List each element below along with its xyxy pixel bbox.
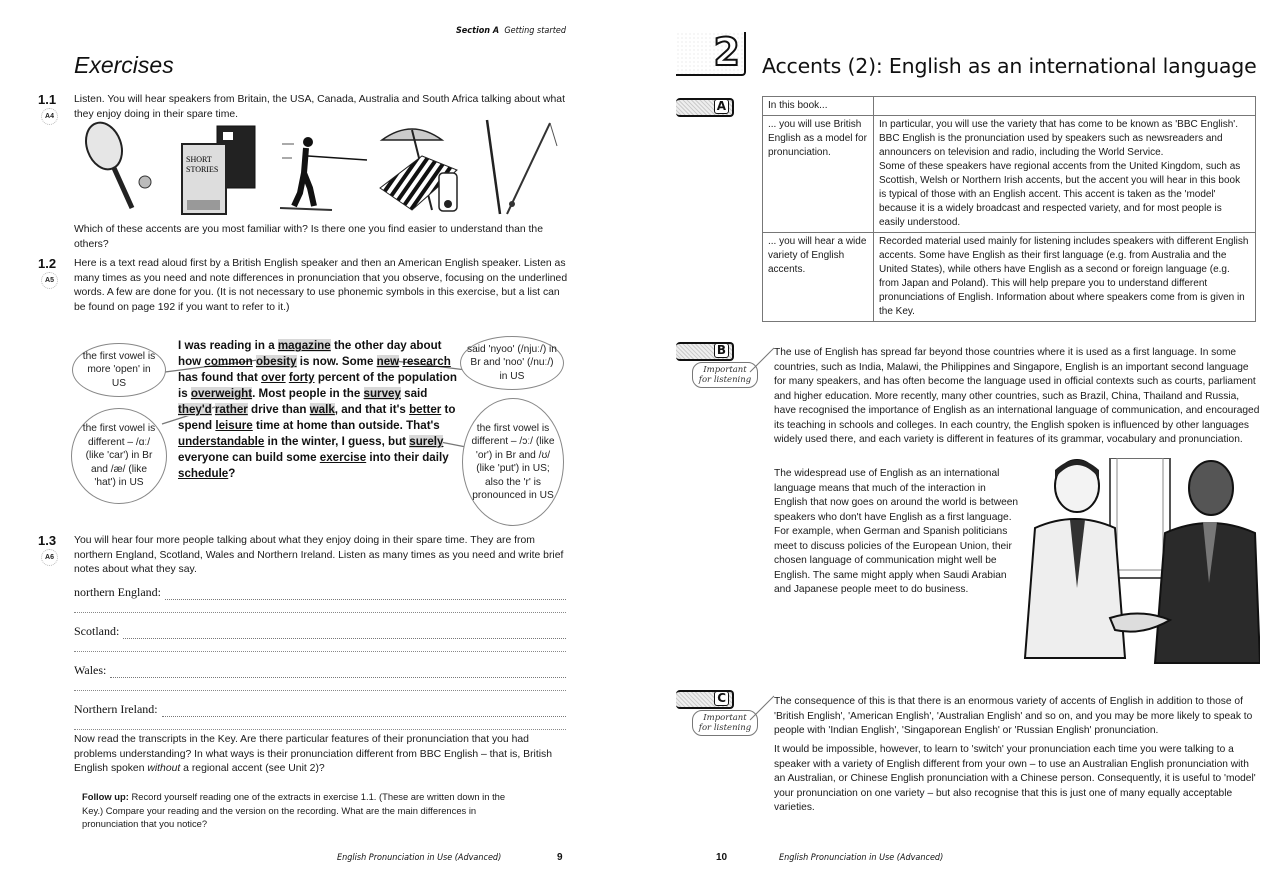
annotation-bubble-new xyxy=(460,336,564,390)
passage-text: drive than xyxy=(247,403,310,416)
underlined-word: common xyxy=(204,355,253,368)
notes-field-northern-ireland[interactable] xyxy=(74,701,566,717)
table-header-cell xyxy=(874,97,1256,116)
reading-passage xyxy=(178,338,463,482)
passage-text: said xyxy=(400,387,428,400)
highlighted-word: magazine xyxy=(277,339,331,352)
page-number: 9 xyxy=(557,852,563,863)
exercise-number-1-1: 1.1 xyxy=(38,92,57,107)
detail-paragraph: In particular, you will use the variety that has come to be known as 'BBC English'. BBC English is the pronunciation used by speakers such as newsreaders and announcers on television and radio, including the World Service. xyxy=(879,119,1238,158)
exercise-1-2-instructions: Here is a text read aloud first by a British English speaker and then an American English speaker. Listen as many times as you need and note differences in pronunciation that you observe, focusing on the underlined words. A few are done for you. (It is not necessary to use phonemic symbols in this exercise, but a list can be found on page 192 if you want to refer to it.) xyxy=(74,258,568,313)
passage-text: is now. Some xyxy=(296,355,377,368)
running-header-section: Section A xyxy=(455,26,500,36)
cd-track-label: A4 xyxy=(45,113,54,120)
important-for-listening-note: Important for listening xyxy=(692,710,758,736)
annotation-bubble-obesity xyxy=(72,343,166,397)
annotation-text: said 'nyoo' (/njuː/) in Br and 'noo' (/nuː/) in US xyxy=(467,343,557,382)
cd-track-label: A5 xyxy=(45,277,54,284)
answer-line[interactable] xyxy=(162,706,566,717)
transcript-question-text: Now read the transcripts in the Key. Are there particular features of their pronunciation that you had problems understanding? In what ways is their pronunciation different from BBC English – that is, British English spoken xyxy=(74,734,553,774)
exercise-1-1-question: Which of these accents are you most familiar with? Is there one you find easier to understand than the others? xyxy=(74,224,543,250)
passage-text: time at home than outside. That's xyxy=(252,419,440,432)
highlighted-word: they'd xyxy=(178,403,212,416)
passage-line xyxy=(178,370,463,386)
passage-text: how xyxy=(178,355,205,368)
passage-text: has found that xyxy=(178,371,262,384)
footer-book-title: English Pronunciation in Use (Advanced) xyxy=(337,853,502,863)
handshake-illustration xyxy=(1015,458,1260,668)
underlined-word: understandable xyxy=(178,435,265,448)
notes-form xyxy=(74,584,566,730)
table-header-row xyxy=(763,97,1256,116)
section-tag-c xyxy=(676,690,734,709)
answer-line[interactable] xyxy=(74,611,566,613)
passage-line xyxy=(178,386,463,402)
unit-number-badge xyxy=(676,32,746,76)
table-header-cell: In this book... xyxy=(763,97,874,116)
field-label: Scotland: xyxy=(74,624,120,638)
transcript-question xyxy=(74,733,569,777)
field-label: northern England: xyxy=(74,585,161,599)
in-this-book-table xyxy=(762,96,1256,322)
answer-line[interactable] xyxy=(74,728,566,730)
section-letter: B xyxy=(714,343,729,358)
annotation-text: the first vowel is different – /ɑː/ (like 'car') in Br and /æ/ (like 'hat') in US xyxy=(82,423,156,489)
underlined-word: over xyxy=(261,371,286,384)
passage-text: into their daily xyxy=(366,451,449,464)
underlined-word: leisure xyxy=(215,419,253,432)
passage-text: , and that it's xyxy=(334,403,410,416)
field-label: Northern Ireland: xyxy=(74,702,158,716)
underlined-word: research xyxy=(402,355,451,368)
exercise-number-1-3: 1.3 xyxy=(38,533,57,548)
passage-text: in the winter, I guess, but xyxy=(264,435,410,448)
table-cell-topic: ... you will hear a wide variety of English accents. xyxy=(763,233,874,322)
section-c-paragraph-1: The consequence of this is that there is an enormous variety of accents of English in addition to those of 'British English', 'American English', 'Australian English' and so on, and you may be more likely to speak to people with 'Indian English', 'Singaporean English' or 'Russian English' pronunciation. xyxy=(774,696,1253,736)
detail-paragraph: Some of these speakers have regional accents from the United Kingdom, such as Scottish, Welsh or Northern Irish accents, but the accent you will hear in this book is typical of those with an English accent. This accent is taken as the 'model' because it is a widely broadcast and respected variety, and for most people is easily understood. xyxy=(879,161,1241,228)
underlined-word: exercise xyxy=(319,451,367,464)
passage-line xyxy=(178,466,463,482)
section-letter: A xyxy=(714,99,729,114)
page-number: 10 xyxy=(716,852,728,863)
svg-text:SHORT: SHORT xyxy=(186,155,212,164)
underlined-word: schedule xyxy=(178,467,229,480)
section-b-paragraph-1: The use of English has spread far beyond those countries where it is used as a first language. In some countries, such as India, Malawi, the Philippines and Singapore, English is an important second language for many speakers, and has often become the language used in official contexts such as courts, parliament and higher education. More recently, many other countries, such as Brazil, China, Thailand and Russia, have recognised the importance of English as an international language of communication, and encouraged its teaching in schools and colleges. In each country, the English spoken is influenced by other languages widely used there, and each variety is different in features of its grammar, vocabulary and pronunciation. xyxy=(774,347,1260,445)
handshake-icon xyxy=(1025,458,1260,663)
cd-track-label: A6 xyxy=(45,554,54,561)
section-b-paragraph-2: The widespread use of English as an international language means that much of the interaction in English that now goes on around the world is between speakers who don't have English as a first language. For example, when German and Spanish politicians meet to discuss policies of the European Union, their chosen language of communication might well be English. The same might apply when Saudi Arabian and Japanese people meet to do business. xyxy=(774,468,1019,595)
table-cell-topic: ... you will use British English as a model for pronunciation. xyxy=(763,116,874,233)
highlighted-word: survey xyxy=(363,387,401,400)
table-row xyxy=(763,116,1256,233)
highlighted-word: new xyxy=(376,355,400,368)
section-letter: C xyxy=(714,691,729,706)
passage-line xyxy=(178,418,463,434)
answer-line[interactable] xyxy=(123,628,566,639)
right-page xyxy=(640,0,1276,888)
follow-up-label: Follow up: xyxy=(82,791,129,802)
exercise-1-1-instructions: Listen. You will hear speakers from Britain, the USA, Canada, Australia and South Africa talking about what they enjoy doing in their spare time. xyxy=(74,94,565,120)
highlighted-word: surely xyxy=(409,435,444,448)
highlighted-word: overweight xyxy=(190,387,253,400)
annotation-text: the first vowel is different – /ɔː/ (like 'or') in Br and /ʊ/ (like 'put') in US; also the 'r' is pronounced in US xyxy=(471,422,555,501)
svg-text:STORIES: STORIES xyxy=(186,165,219,174)
section-tag-b xyxy=(676,342,734,361)
passage-text: spend xyxy=(178,419,216,432)
running-header-title: Getting started xyxy=(504,26,566,36)
passage-text: ? xyxy=(228,467,236,480)
passage-line xyxy=(178,402,463,418)
field-label: Wales: xyxy=(74,663,107,677)
annotation-text: the first vowel is more 'open' in US xyxy=(82,350,156,389)
table-cell-detail xyxy=(874,233,1256,322)
cd-track-icon xyxy=(41,549,58,566)
underlined-word: better xyxy=(409,403,442,416)
unit-title: Accents (2): English as an international language xyxy=(762,54,1257,78)
passage-text: the other day about xyxy=(330,339,442,352)
highlighted-word: rather xyxy=(214,403,248,416)
passage-text: everyone can build some xyxy=(178,451,320,464)
table-cell-detail xyxy=(874,116,1256,233)
annotation-bubble-rather xyxy=(71,408,167,504)
passage-line xyxy=(178,354,463,370)
table-row xyxy=(763,233,1256,322)
answer-line[interactable] xyxy=(110,667,566,678)
passage-text: to xyxy=(441,403,456,416)
passage-text: is xyxy=(178,387,191,400)
exercise-1-3-instructions: You will hear four more people talking about what they enjoy doing in their spare time. They are from northern England, Scotland, Wales and Northern Ireland. Listen as many times as you need and write brief notes about what they say. xyxy=(74,535,564,575)
answer-line[interactable] xyxy=(74,650,566,652)
unit-number: 2 xyxy=(713,30,740,74)
important-for-listening-note: Important for listening xyxy=(692,362,758,388)
detail-paragraph: Recorded material used mainly for listening includes speakers with different English accents. Some have English as their first language (e.g. from Australia and the United States), while others have English as a second or foreign language (e.g. from Japan and Poland). This will help prepare you to understand different pronunciations of English. Information about where speakers come from is given in the Key. xyxy=(879,236,1249,317)
highlighted-word: obesity xyxy=(255,355,297,368)
transcript-question-emphasis: without xyxy=(147,763,181,774)
page-heading: Exercises xyxy=(74,52,174,78)
passage-line xyxy=(178,450,463,466)
passage-text: percent of the population xyxy=(314,371,457,384)
passage-line xyxy=(178,434,463,450)
follow-up-text: Record yourself reading one of the extracts in exercise 1.1. (These are written down in the Key.) Compare your reading and the version on the recording. What are the main differences in pronunciation that you notice? xyxy=(82,791,506,829)
passage-line xyxy=(178,338,463,354)
section-tag-a xyxy=(676,98,734,117)
passage-text: . Most people in the xyxy=(252,387,364,400)
underlined-word: forty xyxy=(288,371,315,384)
footer-book-title: English Pronunciation in Use (Advanced) xyxy=(779,853,944,863)
notes-field-wales[interactable] xyxy=(74,662,566,678)
section-c-paragraph-2: It would be impossible, however, to learn to 'switch' your pronunciation each time you were talking to a speaker with a variety of English different from your own – to use an Australian English pronunciation with an Australian, or Chinese English pronunciation with a Chinese person. Consequently, it is useful to 'model' your pronunciation on one variety – but also recognise that this is just one of many equally acceptable varieties. xyxy=(774,744,1256,813)
passage-text: I was reading in a xyxy=(178,339,278,352)
answer-line[interactable] xyxy=(74,689,566,691)
annotation-bubble-surely xyxy=(462,398,564,526)
highlighted-word: walk xyxy=(309,403,335,416)
answer-line[interactable] xyxy=(165,589,566,600)
transcript-question-text-end: a regional accent (see Unit 2)? xyxy=(180,763,325,774)
notes-field-northern-england[interactable] xyxy=(74,584,566,600)
exercise-number-1-2: 1.2 xyxy=(38,256,57,271)
follow-up-box xyxy=(82,790,512,831)
notes-field-scotland[interactable] xyxy=(74,623,566,639)
left-page xyxy=(0,0,620,888)
